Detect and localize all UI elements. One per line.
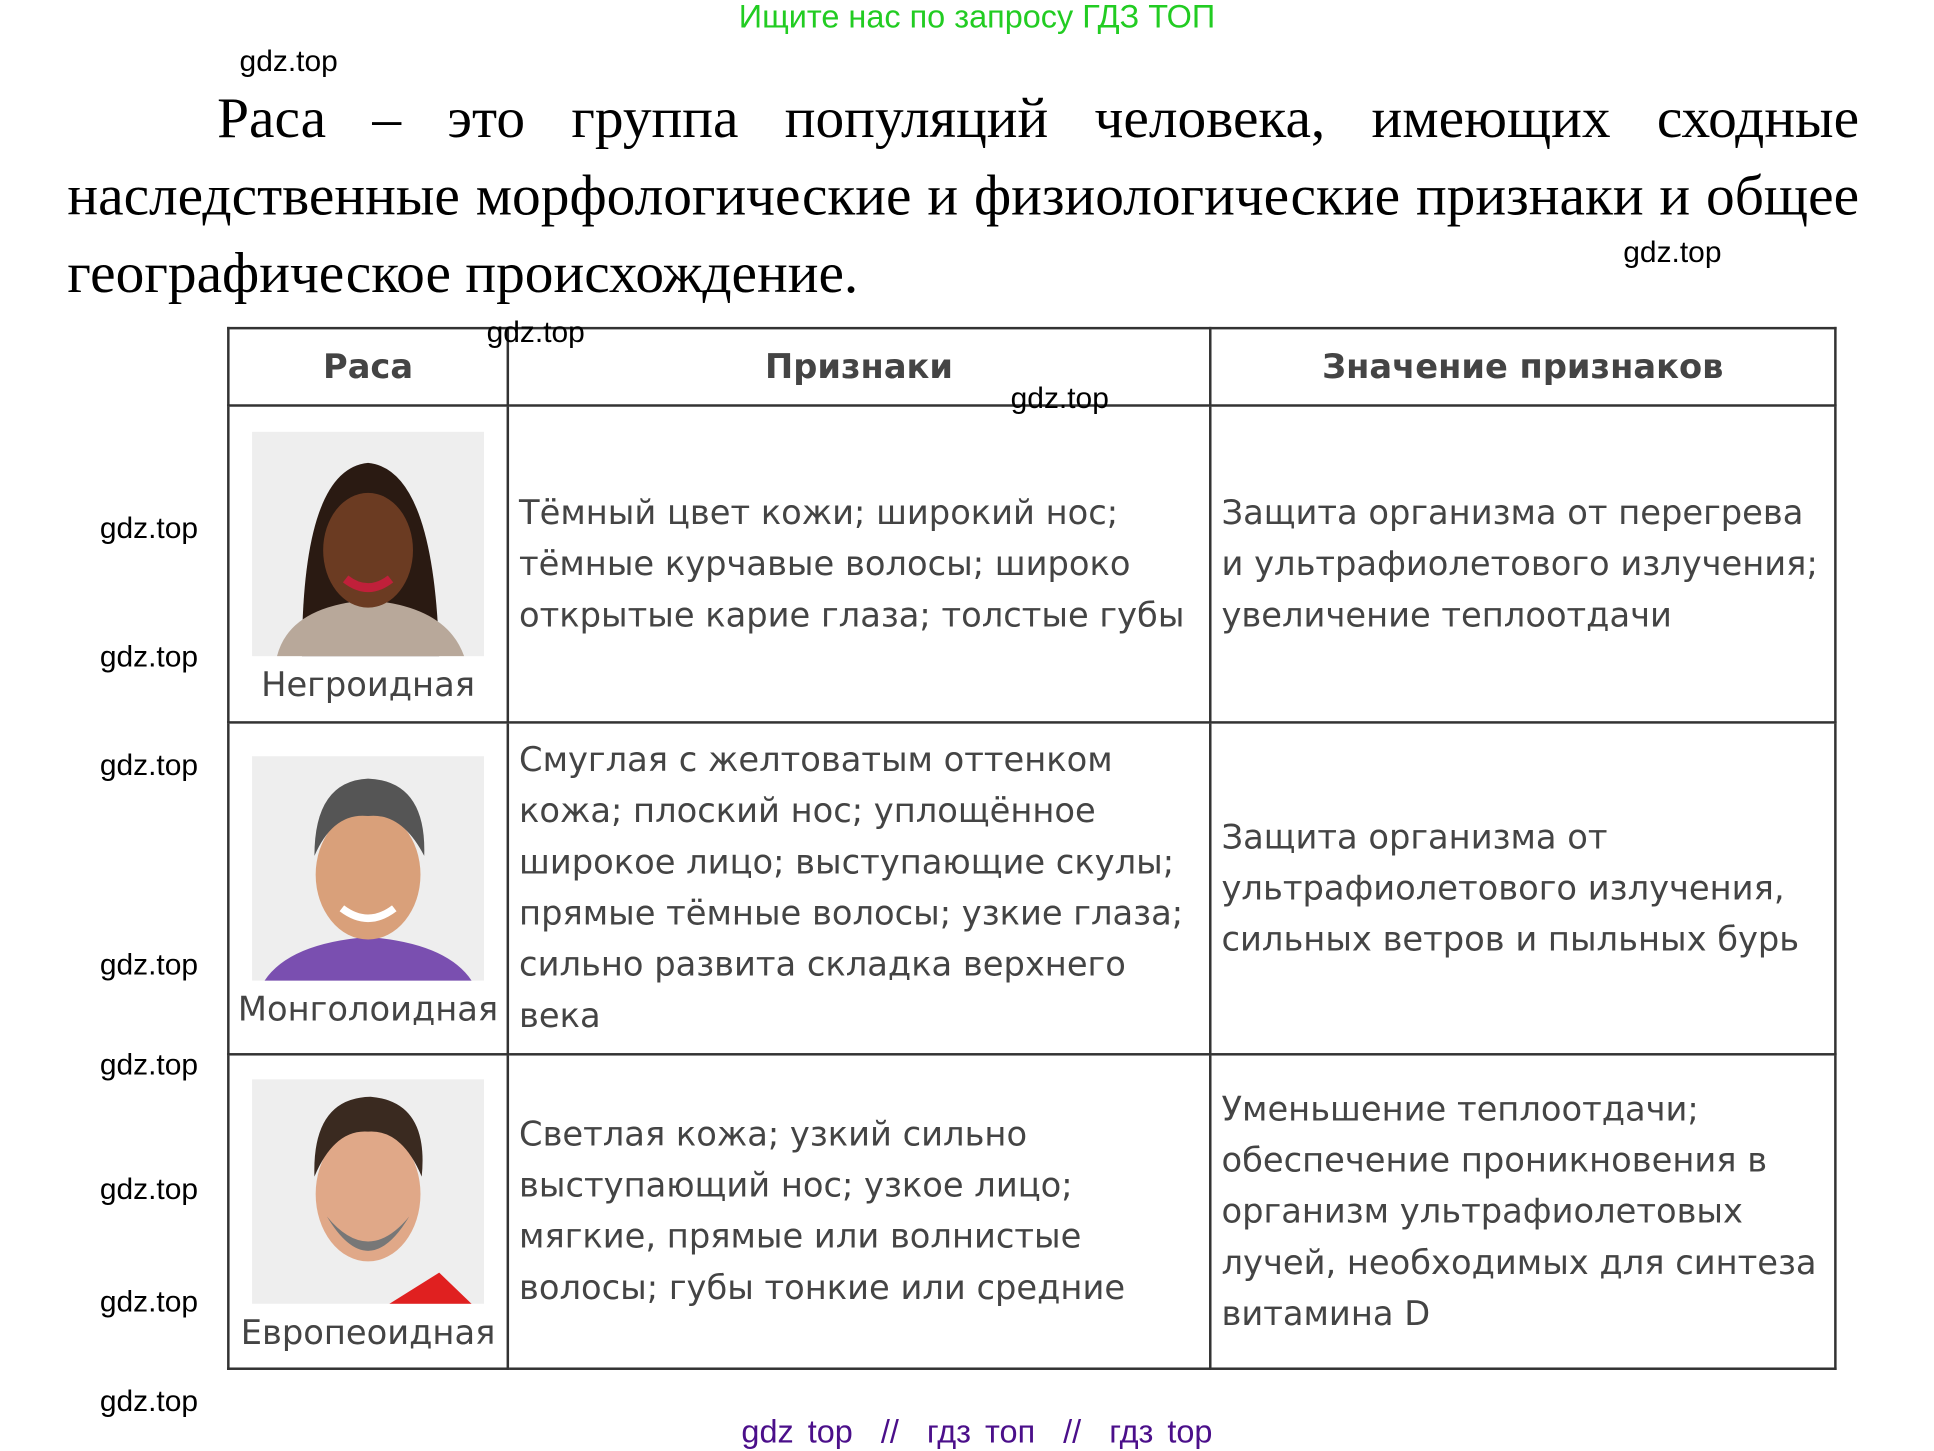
race-name: Европеоидная xyxy=(240,1313,496,1353)
portrait-caucasoid-photo xyxy=(252,1079,484,1304)
watermark: gdz.top xyxy=(99,1384,199,1419)
table-row xyxy=(228,406,1835,723)
watermark: gdz.top xyxy=(99,640,199,674)
meaning-cell: Защита организма от перегрева и ультрафиолетового излучения; увеличение теплоотдачи xyxy=(1210,406,1835,723)
watermark: gdz.top xyxy=(99,948,199,982)
footer-links: gdz top // гдз топ // гдз top xyxy=(741,1412,1213,1450)
race-cell xyxy=(228,406,507,723)
watermark: gdz.top xyxy=(99,748,199,783)
watermark: gdz.top xyxy=(239,44,338,79)
traits-cell: Тёмный цвет кожи; широкий нос; тёмные курчавые волосы; широко открытые карие глаза; толстые губы xyxy=(508,406,1210,723)
watermark: gdz.top xyxy=(99,1048,199,1082)
meaning-cell: Уменьшение теплоотдачи; обеспечение проникновения в организм ультрафиолетовых лучей, необходимых для синтеза витамина D xyxy=(1210,1054,1835,1368)
header-meaning: Значение признаков xyxy=(1210,328,1835,405)
search-banner: Ищите нас по запросу ГДЗ ТОП xyxy=(738,0,1216,35)
traits-cell: Смуглая с желтоватым оттенком кожа; плоский нос; уплощённое широкое лицо; выступающие скулы; прямые тёмные волосы; узкие глаза; сильно развита складка верхнего века xyxy=(508,722,1210,1054)
table-row xyxy=(228,722,1835,1054)
table-row xyxy=(228,1054,1835,1368)
races-table xyxy=(227,327,1837,1370)
header-traits: Признаки xyxy=(508,328,1210,405)
meaning-cell: Защита организма от ультрафиолетового излучения, сильных ветров и пыльных бурь xyxy=(1210,722,1835,1054)
race-name: Негроидная xyxy=(261,666,476,705)
watermark: gdz.top xyxy=(486,315,585,350)
traits-cell: Светлая кожа; узкий сильно выступающий нос; узкое лицо; мягкие, прямые или волнистые волосы; губы тонкие или средние xyxy=(508,1054,1210,1368)
watermark: gdz.top xyxy=(1623,235,1722,270)
watermark: gdz.top xyxy=(1010,381,1109,416)
watermark: gdz.top xyxy=(99,1285,199,1319)
watermark: gdz.top xyxy=(99,511,199,546)
header-race: Раса xyxy=(228,328,507,405)
race-cell xyxy=(228,722,507,1054)
portrait-mongoloid-photo xyxy=(252,756,484,981)
portrait-negroid-photo xyxy=(252,432,484,657)
race-name: Монголоидная xyxy=(237,990,499,1030)
race-definition: Раса – это группа популяций человека, имеющих сходные наследственные морфологические и физиологические признаки и общее географическое происхождение. xyxy=(67,86,1860,305)
watermark: gdz.top xyxy=(99,1172,199,1207)
race-cell xyxy=(228,1054,507,1368)
